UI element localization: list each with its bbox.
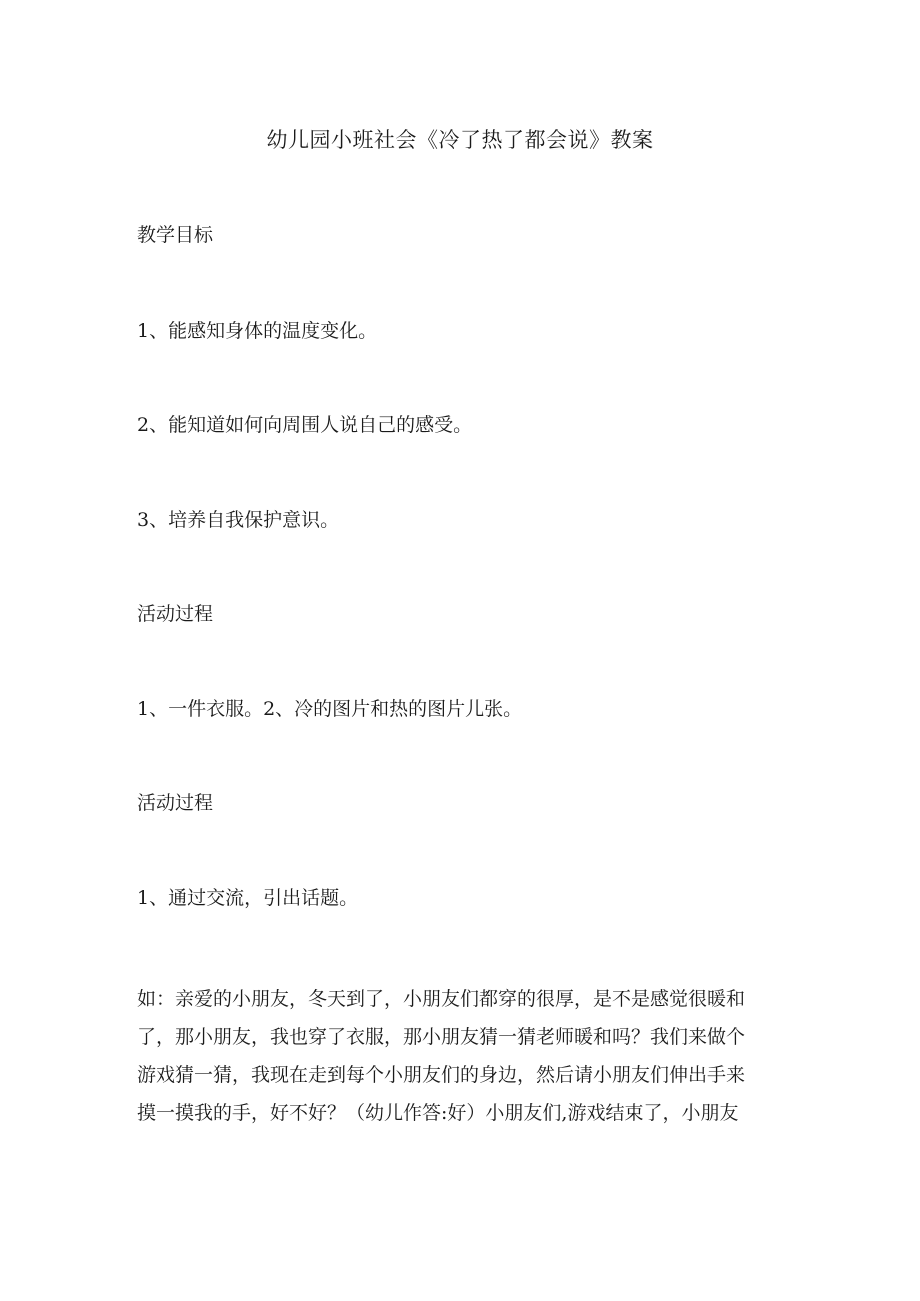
paragraph-line: 游戏猜一猜，我现在走到每个小朋友们的身边，然后请小朋友们伸出手来 <box>137 1064 746 1086</box>
paragraph-line: 摸一摸我的手，好不好？（幼儿作答:好）小朋友们,游戏结束了，小朋友 <box>137 1102 739 1124</box>
document-title: 幼儿园小班社会《冷了热了都会说》教案 <box>266 128 654 152</box>
paragraph-line: 了，那小朋友，我也穿了衣服，那小朋友猜一猜老师暖和吗？我们来做个 <box>137 1026 746 1048</box>
section-heading-teaching-goals: 教学目标 <box>137 224 214 246</box>
goal-item-3: 3、培养自我保护意识。 <box>137 509 340 531</box>
section-heading-activity-process-1: 活动过程 <box>137 603 214 625</box>
materials-line: 1、一件衣服。2、冷的图片和热的图片儿张。 <box>137 698 523 720</box>
goal-item-1: 1、能感知身体的温度变化。 <box>137 320 378 342</box>
body-paragraph <box>137 980 787 1132</box>
step-item-1: 1、通过交流，引出话题。 <box>137 887 359 909</box>
goal-item-2: 2、能知道如何向周围人说自己的感受。 <box>137 414 473 436</box>
paragraph-line: 如：亲爱的小朋友，冬天到了，小朋友们都穿的很厚，是不是感觉很暖和 <box>137 988 746 1010</box>
section-heading-activity-process-2: 活动过程 <box>137 792 214 814</box>
